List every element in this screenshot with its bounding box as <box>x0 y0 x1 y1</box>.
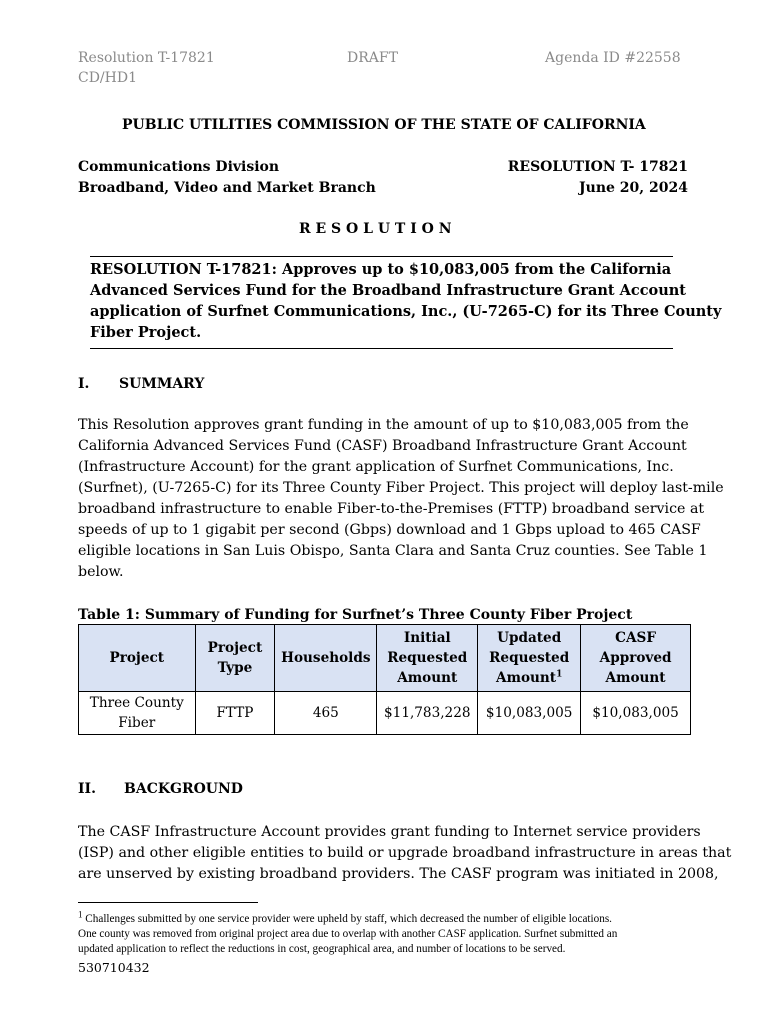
table1-caption: Table 1: Summary of Funding for Surfnet’s Three County Fiber Project <box>78 607 633 623</box>
abstract-line: application of Surfnet Communications, Inc., (U-7265-C) for its Three County <box>90 303 722 320</box>
header-draft-label: DRAFT <box>347 50 398 66</box>
summary-line: (Infrastructure Account) for the grant application of Surfnet Communications, Inc. <box>78 459 674 475</box>
resolution-date: June 20, 2024 <box>579 180 688 196</box>
summary-line: (Surfnet), (U-7265-C) for its Three County Fiber Project. This project will deploy last-mile <box>78 480 724 496</box>
background-line: The CASF Infrastructure Account provides grant funding to Internet service providers <box>78 824 701 840</box>
footnote: $^1$ Challenges submitted by one service provider were upheld by staff, which decreased the number of eligible locations. One county was removed from original project area due to overlap with another CASF application. Surfnet submitted an updated application to reflect the reductions in cost, geographical area, and number of locations to be served. <box>78 909 618 955</box>
col-header-updated-amount: Updated Requested Amount$^1$ <box>478 625 581 692</box>
resolution-number: RESOLUTION T- 17821 <box>507 159 688 175</box>
footnote-separator <box>78 902 258 903</box>
summary-line: speeds of up to 1 gigabit per second (Gbps) download and 1 Gbps upload to 465 CASF <box>78 522 701 538</box>
header-agenda-id: Agenda ID #22558 <box>545 50 681 66</box>
cell-project: Three County Fiber <box>79 692 196 735</box>
col-header-casf-approved: CASF Approved Amount <box>581 625 691 692</box>
cell-updated-amount: $10,083,005 <box>478 692 581 735</box>
section1-title: SUMMARY <box>119 376 205 392</box>
footnote-marker: 1 <box>78 909 83 920</box>
summary-line: broadband infrastructure to enable Fiber-to-the-Premises (FTTP) broadband service at <box>78 501 705 517</box>
commission-title: PUBLIC UTILITIES COMMISSION OF THE STATE OF CALIFORNIA <box>122 117 646 133</box>
cell-households: 465 <box>275 692 377 735</box>
abstract-bottom-rule <box>90 348 673 349</box>
summary-line: This Resolution approves grant funding in the amount of up to $10,083,005 from the <box>78 417 689 433</box>
abstract-line: RESOLUTION T-17821: Approves up to $10,083,005 from the California <box>90 261 672 278</box>
funding-table <box>78 624 691 735</box>
background-line: (ISP) and other eligible entities to build or upgrade broadband infrastructure in areas that <box>78 845 732 861</box>
section2-numeral: II. <box>78 781 96 797</box>
summary-line: California Advanced Services Fund (CASF) Broadband Infrastructure Grant Account <box>78 438 687 454</box>
cell-project-type: FTTP <box>195 692 275 735</box>
division-name: Communications Division <box>78 159 280 175</box>
col-header-households: Households <box>275 625 377 692</box>
background-line: are unserved by existing broadband providers. The CASF program was initiated in 2008, <box>78 866 719 882</box>
summary-line: eligible locations in San Luis Obispo, Santa Clara and Santa Cruz counties. See Table 1 <box>78 543 708 559</box>
col-header-initial-amount: Initial Requested Amount <box>377 625 478 692</box>
footnote-ref: 1 <box>556 669 563 680</box>
section2-title: BACKGROUND <box>124 781 243 797</box>
resolution-heading: R E S O L U T I O N <box>299 221 452 237</box>
abstract-line: Fiber Project. <box>90 324 202 341</box>
table-row <box>79 692 691 735</box>
col-header-project: Project <box>79 625 196 692</box>
abstract <box>90 259 721 343</box>
background-paragraph <box>78 822 731 885</box>
abstract-top-rule <box>90 256 673 257</box>
summary-line: below. <box>78 564 124 580</box>
col-header-project-type: Project Type <box>195 625 275 692</box>
abstract-line: Advanced Services Fund for the Broadband Infrastructure Grant Account <box>90 282 687 299</box>
header-resolution-id: Resolution T-17821 <box>78 50 215 66</box>
cell-initial-amount: $11,783,228 <box>377 692 478 735</box>
summary-paragraph <box>78 415 724 583</box>
table-header-row <box>79 625 691 692</box>
cell-approved-amount: $10,083,005 <box>581 692 691 735</box>
section1-numeral: I. <box>78 376 90 392</box>
header-initials: CD/HD1 <box>78 70 137 86</box>
document-number: 530710432 <box>78 960 150 975</box>
branch-name: Broadband, Video and Market Branch <box>78 180 376 196</box>
